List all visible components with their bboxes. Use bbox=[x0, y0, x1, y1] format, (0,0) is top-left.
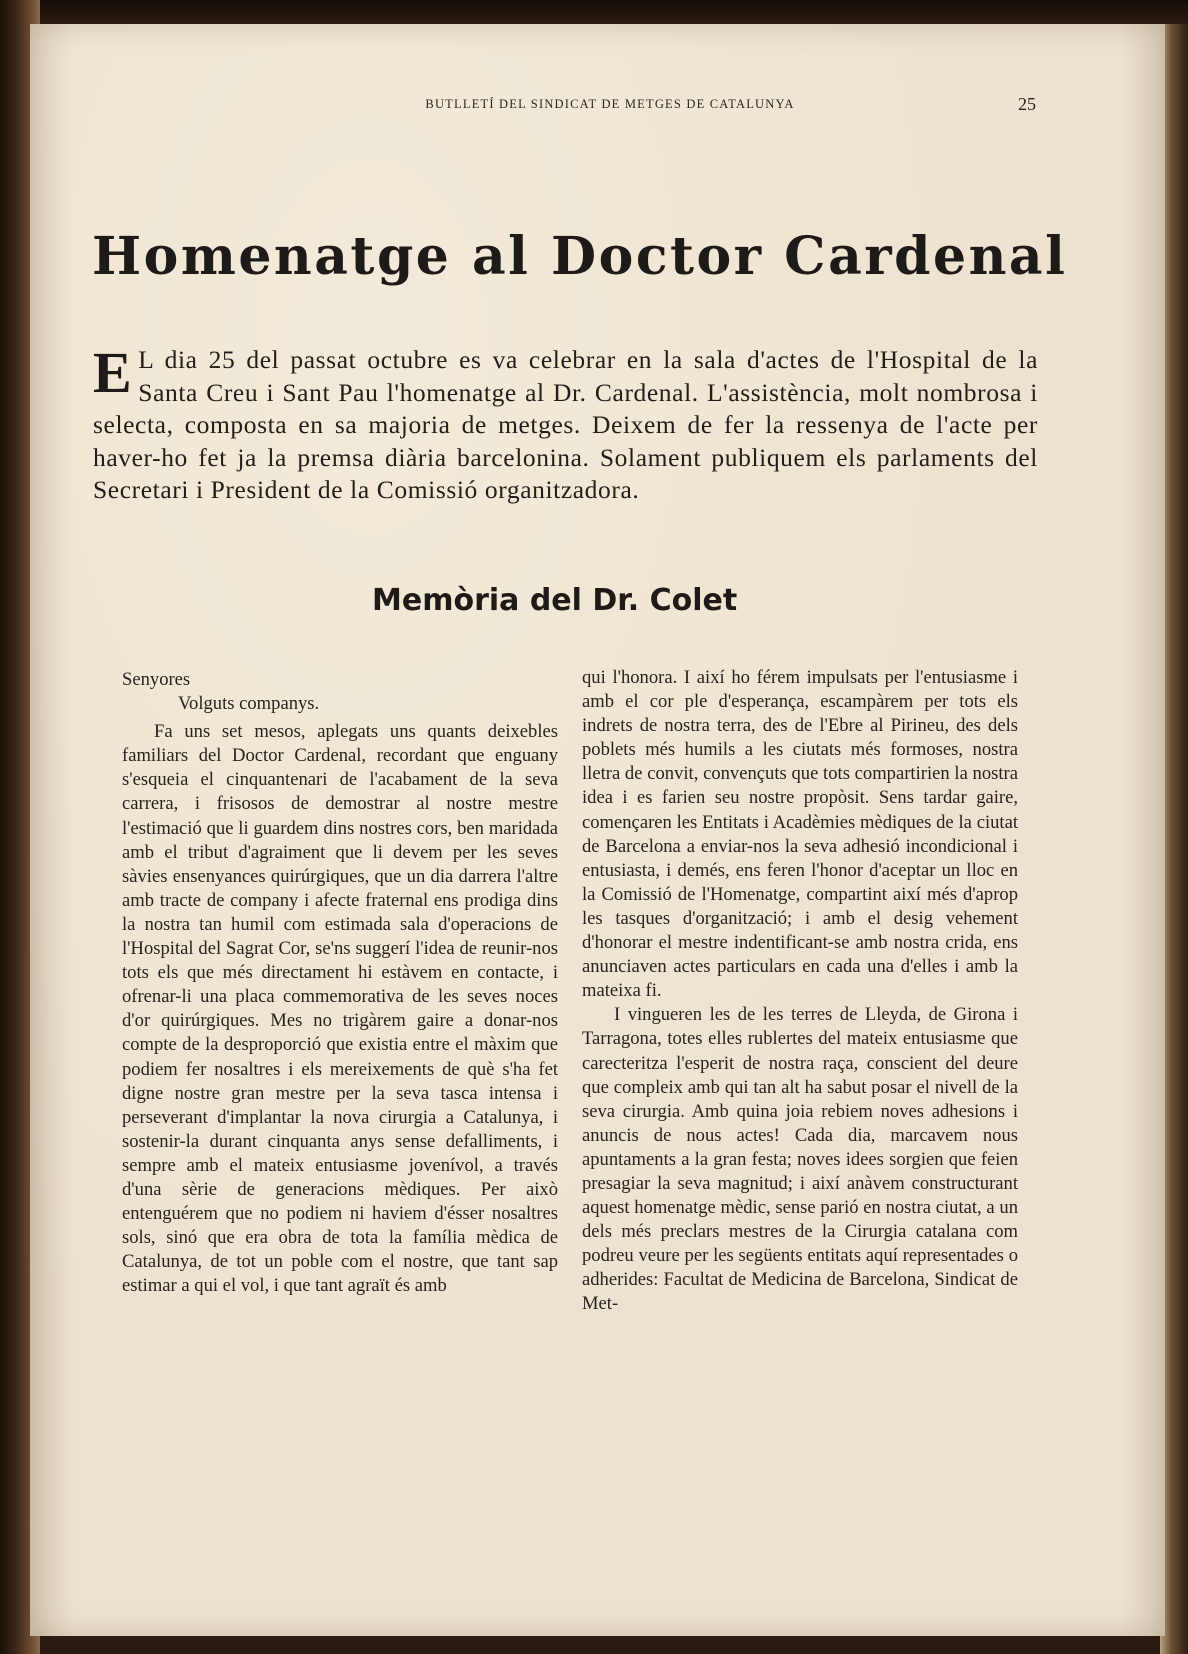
salutation-colleagues: Volguts companys. bbox=[178, 693, 320, 715]
body-paragraph: qui l'honora. I així ho férem impulsats per l'entusiasme i amb el cor ple d'esperança, escampàrem per tots els indrets de nostra terra, des de l'Ebre al Pirineu, des dels poblets més humils a les ciutats més formoses, nostra lletra de convit, convençuts que tots compartirien la nostra idea i es farien seu nostre propòsit. Sens tardar gaire, començaren les Entitats i Acadèmies mèdiques de la ciutat de Barcelona a enviar-nos la seva adhesió incondicional i entusiasta, i demés, ens feren l'honor d'aceptar un lloc en la Comissió de l'Homenatge, compartint així més d'aprop les tasques d'organització; i amb el desig vehement d'honorar el mestre indentificant-se amb nostra crida, ens anunciaven actes particulars en cada una d'elles i amb la mateixa fi. bbox=[582, 667, 1018, 1002]
body-paragraph: Fa uns set mesos, aplegats uns quants deixebles familiars del Doctor Cardenal, recordant que enguany s'esqueia el cinquantenari de l'acabament de la seva carrera, i frisosos de demostrar al nostre mestre l'estimació que li guardem dins nostres cors, ben maridada amb el tribut d'agraiment que li devem per les seves sàvies ensenyances quirúrgiques, que un dia darrera l'altre amb tracte de company i afecte fraternal ens prodiga dins la nostra tan humil com estimada sala d'operacions de l'Hospital del Sagrat Cor, se'ns suggerí l'idea de reunir-nos tots els que més directament hi estàvem en contacte, i ofrenar-li una placa commemorativa de les seves noces d'or quirúrgiques. Mes no trigàrem gaire a donar-nos compte de la desproporció que existia entre el màxim que podiem fer nosaltres i els mereixements de què s'ha fet digne nostre gran mestre per la seva tasca intensa i perseverant d'implantar la nova cirurgia a Catalunya, i sostenir-la durant cinquanta anys sense defalliments, i sempre amb el mateix entusiasme jovenívol, a través d'una sèrie de generacions mèdiques. Per això entenguérem que no podiem ni haviem d'ésser nosaltres sols, sinó que era obra de tota la família mèdica de Catalunya, de tot un poble com el nostre, que tant sap estimar a qui el vol, i que tant agraït és amb bbox=[122, 721, 558, 1297]
salutation-ladies: Senyores bbox=[122, 669, 191, 690]
body-paragraph: I vingueren les de les terres de Lleyda, de Girona i Tarragona, totes elles rublertes del mateix entusiasme que carecteritza l'esperit de nostra raça, conscient del deure que compleix amb qui tan alt ha sabut posar el nivell de la seva cirurgia. Amb quina joia rebiem noves adhesions i anuncis de nous actes! Cada dia, marcavem nous apuntaments a la gran festa; noves idees sorgien que feien presagiar la seva magnitud; i així anàvem constructurant aquest homenatge mèdic, sense parió en nostra ciutat, a un dels més preclars mestres de la Cirurgia catalana com podreu veure per les següents entitats aquí representades o adherides: Facultat de Medicina de Barcelona, Sindicat de Met- bbox=[582, 1004, 1018, 1315]
drop-cap: E bbox=[93, 340, 133, 405]
text-column-left bbox=[122, 668, 558, 1298]
running-header: BUTLLETÍ DEL SINDICAT DE METGES DE CATALUNYA bbox=[425, 97, 795, 111]
text-column-right bbox=[582, 666, 1018, 1317]
article-title: Homenatge al Doctor Cardenal bbox=[92, 226, 1068, 287]
section-subtitle: Memòria del Dr. Colet bbox=[372, 583, 738, 618]
page-number: 25 bbox=[1018, 94, 1036, 114]
intro-paragraph bbox=[93, 340, 1038, 507]
intro-text: L dia 25 del passat octubre es va celebrar en la sala d'actes de l'Hospital de la Santa Creu i Sant Pau l'homenatge al Dr. Cardenal. L'assistència, molt nombrosa i selecta, composta en sa majoria de metges. Deixem de fer la ressenya de l'acte per haver-ho fet ja la premsa diària barcelonina. Solament publiquem els parlaments del Secretari i President de la Comissió organitzadora. bbox=[93, 345, 1038, 504]
